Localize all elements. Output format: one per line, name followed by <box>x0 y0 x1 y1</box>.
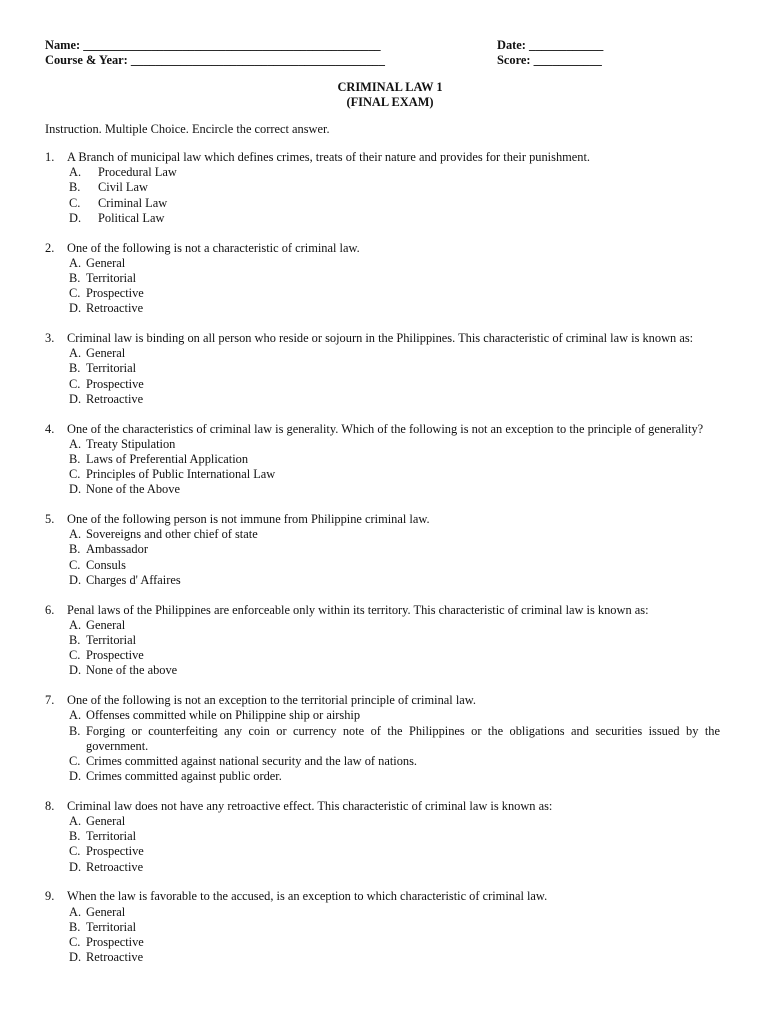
choice-letter: A. <box>69 617 82 632</box>
choice-list <box>69 708 720 784</box>
answer-choice[interactable] <box>69 165 720 180</box>
answer-choice[interactable] <box>69 452 720 467</box>
question-number: 3. <box>45 331 55 346</box>
answer-choice[interactable] <box>69 724 720 754</box>
answer-choice[interactable] <box>69 180 720 195</box>
question-item <box>45 512 720 588</box>
question-text: Criminal law does not have any retroactive effect. This characteristic of criminal law is known as: <box>67 798 553 813</box>
question-text: A Branch of municipal law which defines crimes, treats of their nature and provides for their punishment. <box>67 150 591 164</box>
date-blank: ____________ <box>529 38 604 52</box>
answer-choice[interactable] <box>69 905 720 920</box>
question-number: 9. <box>45 889 55 904</box>
answer-choice[interactable] <box>69 633 720 648</box>
question-number: 1. <box>45 150 55 164</box>
choice-text: General <box>86 617 126 632</box>
choice-text: Sovereigns and other chief of state <box>86 527 258 542</box>
choice-letter: B. <box>69 919 81 934</box>
answer-choice[interactable] <box>69 648 720 663</box>
choice-list <box>69 814 720 875</box>
choice-text: Territorial <box>86 919 137 934</box>
question-number: 7. <box>45 693 55 708</box>
question-stem <box>45 150 720 165</box>
choice-text: Prospective <box>86 648 144 663</box>
choice-letter: D. <box>69 663 82 678</box>
choice-text: Retroactive <box>86 391 144 406</box>
choice-letter: B. <box>69 451 81 466</box>
answer-choice[interactable] <box>69 829 720 844</box>
question-stem <box>45 512 720 527</box>
choice-letter: A. <box>69 527 82 542</box>
date-field[interactable] <box>497 38 603 53</box>
choice-letter: B. <box>69 632 81 647</box>
question-number: 4. <box>45 421 55 436</box>
choice-text: Principles of Public International Law <box>86 467 276 482</box>
choice-list <box>69 165 720 226</box>
answer-choice[interactable] <box>69 437 720 452</box>
choice-letter: C. <box>69 753 81 768</box>
answer-choice[interactable] <box>69 769 720 784</box>
choice-letter: B. <box>69 829 81 844</box>
date-label: Date: <box>497 38 526 52</box>
answer-choice[interactable] <box>69 286 720 301</box>
choice-text: General <box>86 255 126 270</box>
choice-letter: A. <box>69 255 82 270</box>
choice-letter: D. <box>69 572 82 587</box>
answer-choice[interactable] <box>69 573 720 588</box>
choice-text: General <box>86 346 126 361</box>
answer-choice[interactable] <box>69 935 720 950</box>
question-item <box>45 331 720 407</box>
choice-letter: C. <box>69 286 81 301</box>
choice-text: Prospective <box>86 286 144 301</box>
choice-text: Civil Law <box>98 180 148 195</box>
question-number: 5. <box>45 512 55 527</box>
question-item <box>45 150 720 226</box>
choice-letter: A. <box>69 346 82 361</box>
choice-text: Prospective <box>86 376 144 391</box>
choice-text: Political Law <box>98 210 165 225</box>
answer-choice[interactable] <box>69 392 720 407</box>
choice-text: Prospective <box>86 934 144 949</box>
answer-choice[interactable] <box>69 558 720 573</box>
answer-choice[interactable] <box>69 467 720 482</box>
answer-choice[interactable] <box>69 618 720 633</box>
choice-letter: D. <box>69 482 82 497</box>
choice-text: Criminal Law <box>98 195 168 210</box>
question-stem <box>45 422 720 437</box>
choice-letter: C. <box>69 467 81 482</box>
choice-letter: D. <box>69 301 82 316</box>
answer-choice[interactable] <box>69 754 720 769</box>
choice-text: Laws of Preferential Application <box>86 451 249 466</box>
exam-title <box>0 80 768 110</box>
question-text: When the law is favorable to the accused, is an exception to which characteristic of criminal law. <box>67 889 548 904</box>
choice-text: Retroactive <box>86 859 144 874</box>
score-blank: ___________ <box>533 53 602 67</box>
answer-choice[interactable] <box>69 377 720 392</box>
course-blank: _________________________________________ <box>130 53 385 67</box>
choice-letter: A. <box>69 814 82 829</box>
question-item <box>45 241 720 317</box>
question-item <box>45 693 720 784</box>
score-field[interactable] <box>497 53 602 68</box>
choice-text: General <box>86 904 126 919</box>
name-blank: ________________________________________________ <box>83 38 381 52</box>
question-stem <box>45 889 720 904</box>
choice-letter: D. <box>69 859 82 874</box>
choice-letter: A. <box>69 165 82 180</box>
name-field[interactable] <box>45 38 381 53</box>
answer-choice[interactable] <box>69 950 720 965</box>
question-stem <box>45 331 720 346</box>
course-label: Course & Year: <box>45 53 128 67</box>
question-text: Penal laws of the Philippines are enforceable only within its territory. This characteristic of criminal law is known as: <box>67 602 649 617</box>
question-text: One of the following is not a characteristic of criminal law. <box>67 240 360 255</box>
answer-choice[interactable] <box>69 361 720 376</box>
question-stem <box>45 603 720 618</box>
choice-letter: C. <box>69 557 81 572</box>
answer-choice[interactable] <box>69 196 720 211</box>
choice-letter: A. <box>69 436 82 451</box>
question-item <box>45 422 720 498</box>
question-number: 6. <box>45 602 55 617</box>
answer-choice[interactable] <box>69 482 720 497</box>
choice-letter: B. <box>69 723 81 738</box>
choice-text: Charges d' Affaires <box>86 572 181 587</box>
choice-text: None of the above <box>86 663 178 678</box>
choice-letter: D. <box>69 391 82 406</box>
choice-text: Crimes committed against national security and the law of nations. <box>86 753 418 768</box>
question-stem <box>45 241 720 256</box>
question-stem <box>45 799 720 814</box>
choice-text: Territorial <box>86 270 137 285</box>
course-field[interactable] <box>45 53 385 68</box>
choice-letter: C. <box>69 648 81 663</box>
choice-letter: C. <box>69 934 81 949</box>
answer-choice[interactable] <box>69 708 720 723</box>
question-text: One of the following is not an exception to the territorial principle of criminal law. <box>67 693 476 708</box>
choice-list <box>69 905 720 966</box>
answer-choice[interactable] <box>69 271 720 286</box>
question-item <box>45 889 720 965</box>
title-line-1: CRIMINAL LAW 1 <box>337 80 443 94</box>
answer-choice[interactable] <box>69 920 720 935</box>
choice-letter: A. <box>69 904 82 919</box>
answer-choice[interactable] <box>69 211 720 226</box>
question-item <box>45 799 720 875</box>
answer-choice[interactable] <box>69 346 720 361</box>
choice-list <box>69 618 720 679</box>
answer-choice[interactable] <box>69 663 720 678</box>
choice-text: Retroactive <box>86 301 144 316</box>
choice-letter: D. <box>69 950 82 965</box>
answer-choice[interactable] <box>69 527 720 542</box>
choice-letter: B. <box>69 542 81 557</box>
choice-text: Procedural Law <box>98 165 177 180</box>
question-list <box>45 150 720 980</box>
answer-choice[interactable] <box>69 542 720 557</box>
answer-choice[interactable] <box>69 301 720 316</box>
choice-letter: A. <box>69 708 82 723</box>
choice-list <box>69 437 720 498</box>
choice-list <box>69 527 720 588</box>
question-item <box>45 603 720 679</box>
question-text: One of the following person is not immune from Philippine criminal law. <box>67 512 430 527</box>
choice-letter: B. <box>69 361 81 376</box>
question-number: 8. <box>45 798 55 813</box>
question-text: One of the characteristics of criminal law is generality. Which of the following is not an exception to the principle of generality? <box>67 421 704 436</box>
instruction-text: Instruction. Multiple Choice. Encircle the correct answer. <box>45 122 330 136</box>
choice-letter: C. <box>69 844 81 859</box>
choice-text: Territorial <box>86 361 137 376</box>
choice-letter: B. <box>69 180 81 195</box>
title-line-2: (FINAL EXAM) <box>346 95 434 109</box>
choice-text: Retroactive <box>86 950 144 965</box>
answer-choice[interactable] <box>69 860 720 875</box>
name-label: Name: <box>45 38 81 52</box>
choice-letter: D. <box>69 769 82 784</box>
choice-letter: B. <box>69 270 81 285</box>
choice-text: Prospective <box>86 844 144 859</box>
question-text: Criminal law is binding on all person who reside or sojourn in the Philippines. This characteristic of criminal law is known as: <box>67 331 694 346</box>
choice-text: Treaty Stipulation <box>86 436 176 451</box>
answer-choice[interactable] <box>69 814 720 829</box>
choice-text: Offenses committed while on Philippine ship or airship <box>86 708 361 723</box>
choice-list <box>69 346 720 407</box>
choice-text: Forging or counterfeiting any coin or currency note of the Philippines or the obligations and securities issued by the government. <box>86 723 720 753</box>
choice-letter: C. <box>69 195 81 210</box>
question-number: 2. <box>45 240 55 255</box>
choice-list <box>69 256 720 317</box>
choice-text: General <box>86 814 126 829</box>
choice-letter: C. <box>69 376 81 391</box>
choice-text: Ambassador <box>86 542 148 557</box>
choice-text: None of the Above <box>86 482 180 497</box>
score-label: Score: <box>497 53 531 67</box>
answer-choice[interactable] <box>69 844 720 859</box>
choice-text: Territorial <box>86 632 137 647</box>
question-stem <box>45 693 720 708</box>
choice-text: Consuls <box>86 557 126 572</box>
answer-choice[interactable] <box>69 256 720 271</box>
choice-text: Territorial <box>86 829 137 844</box>
choice-text: Crimes committed against public order. <box>86 769 282 784</box>
choice-letter: D. <box>69 210 82 225</box>
